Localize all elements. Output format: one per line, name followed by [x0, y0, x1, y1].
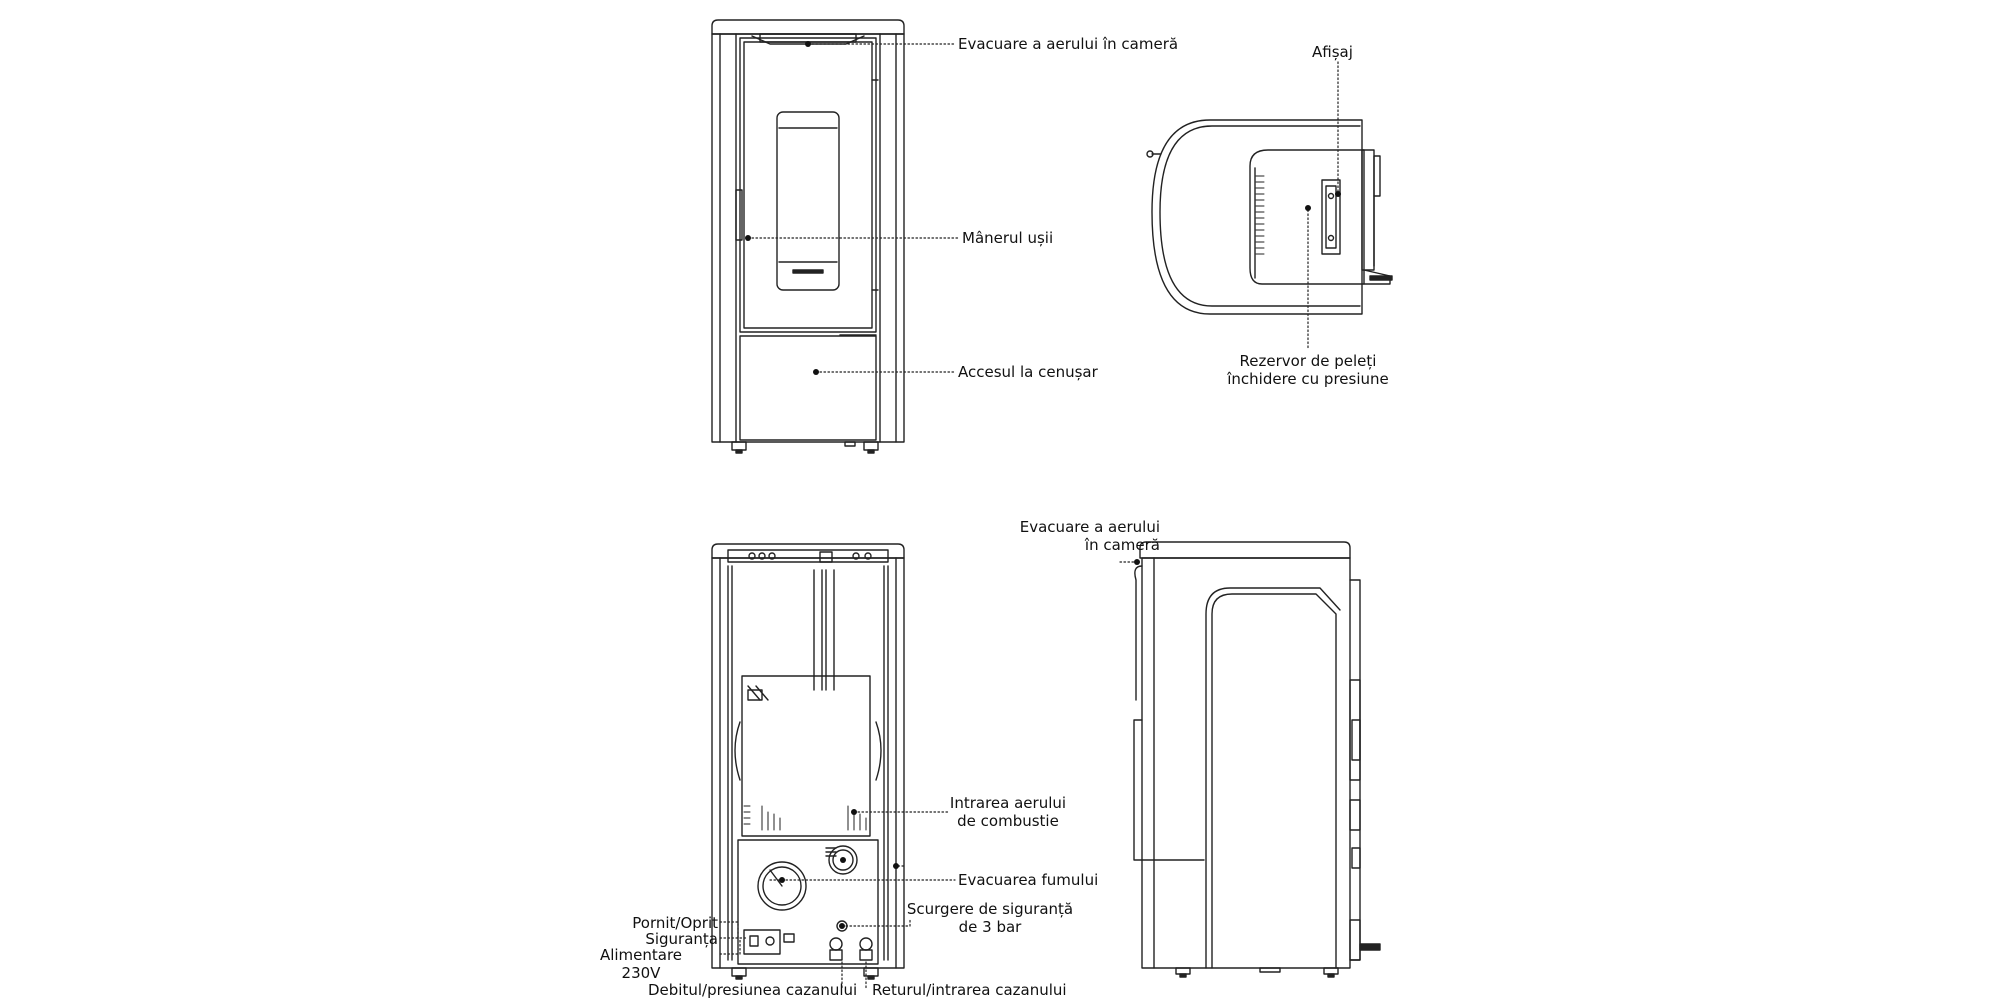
label-combustion-air-line1: Intrarea aerului	[949, 794, 1067, 812]
label-side-air-outlet-line2: în cameră	[1084, 536, 1160, 554]
label-combustion-air-line2: de combustie	[957, 812, 1059, 830]
top-view	[1147, 120, 1392, 314]
label-ash-access: Accesul la cenușar	[958, 363, 1098, 381]
label-power	[596, 946, 686, 982]
side-view	[1134, 542, 1380, 977]
label-pellet-tank-line1: Rezervor de peleți	[1239, 352, 1377, 370]
label-safety-drain	[900, 900, 1080, 936]
label-fuse: Siguranța	[645, 930, 718, 948]
label-side-air-outlet-line1: Evacuare a aerului	[1019, 518, 1160, 536]
label-power-line1: Alimentare	[599, 946, 683, 964]
label-flue-outlet: Evacuarea fumului	[958, 871, 1099, 889]
label-power-line2: 230V	[621, 964, 661, 982]
label-front-air-outlet: Evacuare a aerului în cameră	[958, 35, 1179, 53]
rear-view	[712, 544, 904, 979]
label-pellet-tank	[1208, 352, 1408, 388]
label-side-air-outlet	[980, 518, 1160, 554]
label-door-handle: Mânerul ușii	[962, 229, 1054, 247]
label-boiler-return: Returul/intrarea cazanului	[872, 981, 1067, 999]
label-safety-drain-line2: de 3 bar	[958, 918, 1022, 936]
label-pellet-tank-line2: închidere cu presiune	[1227, 370, 1389, 388]
label-safety-drain-line1: Scurgere de siguranță	[906, 900, 1074, 918]
label-on-off: Pornit/Oprit	[632, 914, 718, 932]
label-boiler-flow: Debitul/presiunea cazanului	[648, 981, 858, 999]
label-combustion-air	[938, 794, 1078, 830]
front-view	[712, 20, 904, 453]
label-display: Afișaj	[1312, 43, 1353, 61]
leader-lines	[720, 44, 1338, 990]
